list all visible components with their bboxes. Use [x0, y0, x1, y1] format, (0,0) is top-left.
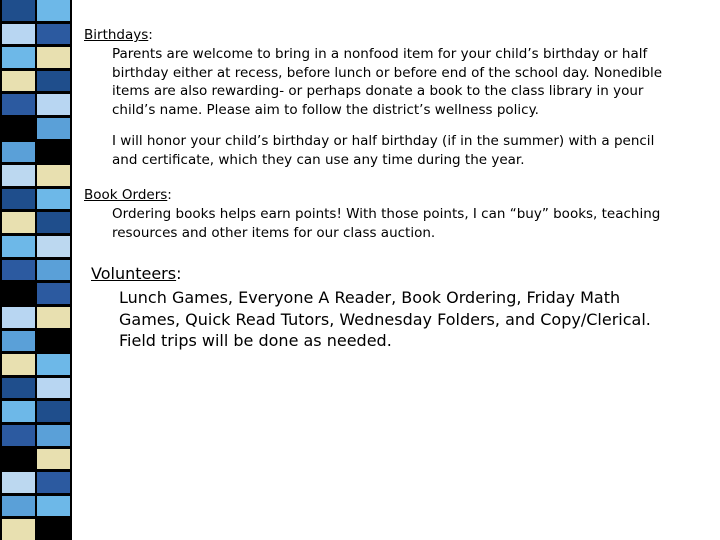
border-tile — [37, 496, 70, 520]
book-orders-heading-colon: : — [167, 187, 172, 203]
border-column-left — [2, 0, 35, 540]
border-tile — [2, 189, 35, 213]
border-tile — [37, 212, 70, 236]
birthdays-heading-colon: : — [148, 27, 153, 43]
border-tile — [2, 307, 35, 331]
border-tile — [2, 401, 35, 425]
border-tile — [2, 283, 35, 307]
border-tile — [37, 401, 70, 425]
border-tile — [37, 94, 70, 118]
birthdays-paragraph-2: I will honor your child’s birthday or half birthday (if in the summer) with a pencil and certificate, which they can use any time during the year. — [112, 133, 655, 168]
border-divider — [70, 0, 72, 540]
border-tile — [2, 519, 35, 540]
border-tile — [37, 283, 70, 307]
border-tile — [2, 47, 35, 71]
border-tile — [37, 142, 70, 166]
border-tile — [37, 236, 70, 260]
border-tile — [2, 0, 35, 24]
border-tile — [2, 449, 35, 473]
volunteers-heading — [91, 263, 710, 285]
book-orders-heading — [84, 186, 710, 205]
border-tile — [2, 260, 35, 284]
border-tile — [2, 24, 35, 48]
volunteers-heading-text: Volunteers — [91, 264, 177, 283]
decorative-tile-border — [0, 0, 72, 540]
volunteers-paragraph: Lunch Games, Everyone A Reader, Book Ordering, Friday Math Games, Quick Read Tutors, Wednesday Folders, and Copy/Clerical. Field trips will be done as needed. — [119, 288, 651, 350]
birthdays-heading-text: Birthdays — [84, 27, 149, 43]
border-tile — [37, 354, 70, 378]
border-tile — [2, 94, 35, 118]
border-tile — [37, 165, 70, 189]
border-tile — [37, 47, 70, 71]
border-tile — [37, 449, 70, 473]
border-tile — [2, 425, 35, 449]
birthdays-heading — [84, 26, 710, 45]
border-tile — [2, 496, 35, 520]
book-orders-heading-text: Book Orders — [84, 187, 168, 203]
border-column-right — [37, 0, 70, 540]
border-tile — [2, 212, 35, 236]
border-tile — [2, 71, 35, 95]
border-tile — [37, 0, 70, 24]
volunteers-heading-colon: : — [176, 264, 182, 283]
border-tile — [37, 307, 70, 331]
border-tile — [37, 260, 70, 284]
border-tile — [37, 24, 70, 48]
border-tile — [2, 142, 35, 166]
border-tile — [2, 354, 35, 378]
border-tile — [37, 378, 70, 402]
border-tile — [37, 71, 70, 95]
border-tile — [37, 425, 70, 449]
border-tile — [2, 378, 35, 402]
border-tile — [2, 472, 35, 496]
border-tile — [2, 165, 35, 189]
border-tile — [37, 118, 70, 142]
birthdays-paragraph-1: Parents are welcome to bring in a nonfood item for your child’s birthday or half birthday either at recess, before lunch or before end of the school day. Nonedible items are also rewarding- or perhaps donate a book to the class library in your child’s name. Please aim to follow the district’s wellness policy. — [112, 46, 663, 118]
border-tile — [2, 118, 35, 142]
border-tile — [37, 519, 70, 540]
border-tile — [37, 472, 70, 496]
border-tile — [2, 236, 35, 260]
border-tile — [37, 189, 70, 213]
book-orders-paragraph: Ordering books helps earn points! With those points, I can “buy” books, teaching resources and other items for our class auction. — [112, 206, 661, 241]
border-tile — [37, 331, 70, 355]
border-tile — [2, 331, 35, 355]
document-body — [84, 26, 710, 352]
